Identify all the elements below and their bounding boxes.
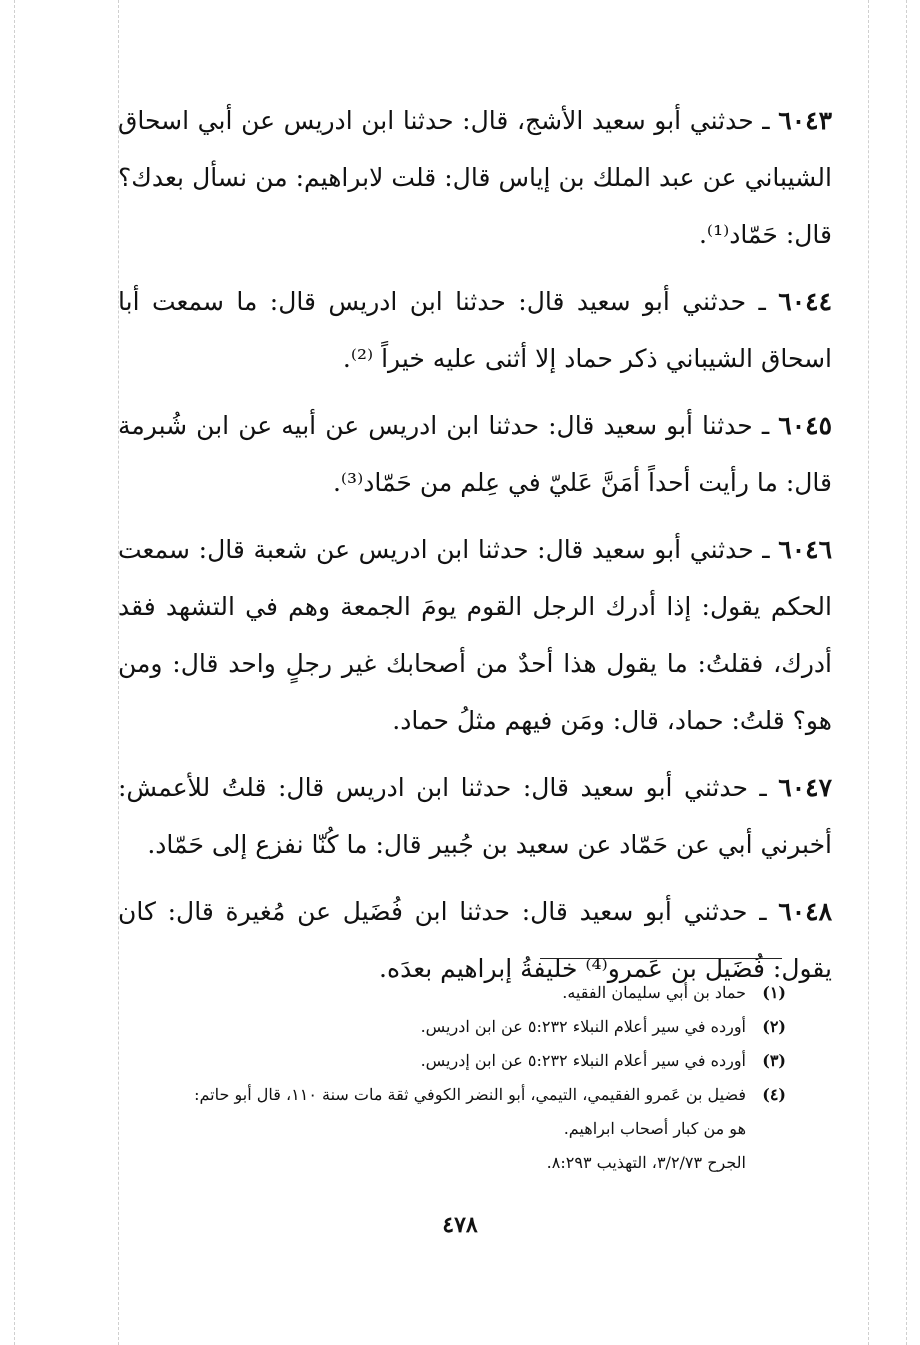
footnote-text: أورده في سير أعلام النبلاء ٥:٢٣٢ عن ابن ادريس.	[420, 1017, 746, 1036]
hadith-entry	[118, 273, 832, 387]
hadith-number: ٦٠٤٣	[778, 106, 832, 135]
footnote-marker: (١)	[762, 983, 786, 1002]
hadith-text: ـ حدثنا أبو سعيد قال: حدثنا ابن ادريس عن أبيه عن ابن شُبرمة قال: ما رأيت أحداً أمَنَّ عَليّ في عِلم من حَمّاد⁽³⁾.	[118, 411, 832, 497]
hadith-text: ـ حدثني أبو سعيد قال: حدثنا ابن ادريس عن شعبة قال: سمعت الحكم يقول: إذا أدرك الرجل القوم يومَ الجمعة وهم في التشهد فقد أدرك، فقلتُ: ما يقول هذا أحدٌ من أصحابك غير رجلٍ واحد قال: ومن هو؟ قلتُ: حماد، قال: ومَن فيهم مثلُ حماد.	[118, 535, 832, 735]
hadith-number: ٦٠٤٦	[778, 535, 833, 564]
hadith-text: ـ حدثني أبو سعيد قال: حدثنا ابن ادريس قال: قلتُ للأعمش: أخبرني أبي عن حَمّاد عن سعيد بن جُبير قال: ما كُنّا نفزع إلى حَمّاد.	[118, 773, 832, 859]
footnotes	[104, 976, 786, 1180]
footnote	[104, 1078, 786, 1112]
hadith-number: ٦٠٤٨	[778, 897, 832, 926]
footnote-continuation: الجرح ٣/٢/٧٣، التهذيب ٨:٢٩٣.	[546, 1153, 746, 1172]
hadith-text: ـ حدثني أبو سعيد قال: حدثنا ابن ادريس قال: ما سمعت أبا اسحاق الشيباني ذكر حماد إلا أثنى عليه خيراً ⁽²⁾.	[118, 287, 832, 373]
footnote	[104, 976, 786, 1010]
hadith-entry	[118, 397, 832, 511]
hadith-text: ـ حدثني أبو سعيد قال: حدثنا ابن فُضَيل عن مُغيرة قال: كان يقول: فُضَيل بن عَمرو⁽⁴⁾ خليفةُ إبراهيم بعدَه.	[118, 897, 832, 983]
footnote	[104, 1044, 786, 1078]
hadith-entry	[118, 759, 832, 873]
scan-edge-left	[14, 0, 15, 1345]
footnote-marker: (٣)	[762, 1051, 786, 1070]
main-text	[118, 92, 832, 1007]
page-number: ٤٧٨	[442, 1212, 478, 1238]
hadith-text: ـ حدثني أبو سعيد الأشج، قال: حدثنا ابن ادريس عن أبي اسحاق الشيباني عن عبد الملك بن إياس قال: قلت لابراهيم: من نسأل بعدك؟ قال: حَمّاد⁽¹⁾.	[118, 106, 832, 249]
scan-edge-inner-right	[868, 0, 869, 1345]
scan-edge-right	[906, 0, 907, 1345]
footnote-text: حماد بن أبي سليمان الفقيه.	[562, 983, 746, 1002]
footnote-marker: (٤)	[762, 1085, 786, 1104]
hadith-number: ٦٠٤٤	[778, 287, 833, 316]
hadith-number: ٦٠٤٥	[778, 411, 833, 440]
hadith-number: ٦٠٤٧	[778, 773, 832, 802]
footnote-text: أورده في سير أعلام النبلاء ٥:٢٣٢ عن ابن إدريس.	[420, 1051, 746, 1070]
footnote-continuation: هو من كبار أصحاب ابراهيم.	[563, 1119, 746, 1138]
footnote-separator	[540, 958, 782, 959]
footnote	[104, 1010, 786, 1044]
footnote-text: فضيل بن عَمرو الفقيمي، التيمي، أبو النضر الكوفي ثقة مات سنة ١١٠، قال أبو حاتم:	[194, 1085, 746, 1104]
hadith-entry	[118, 92, 832, 263]
hadith-entry	[118, 521, 832, 749]
footnote-marker: (٢)	[762, 1017, 786, 1036]
